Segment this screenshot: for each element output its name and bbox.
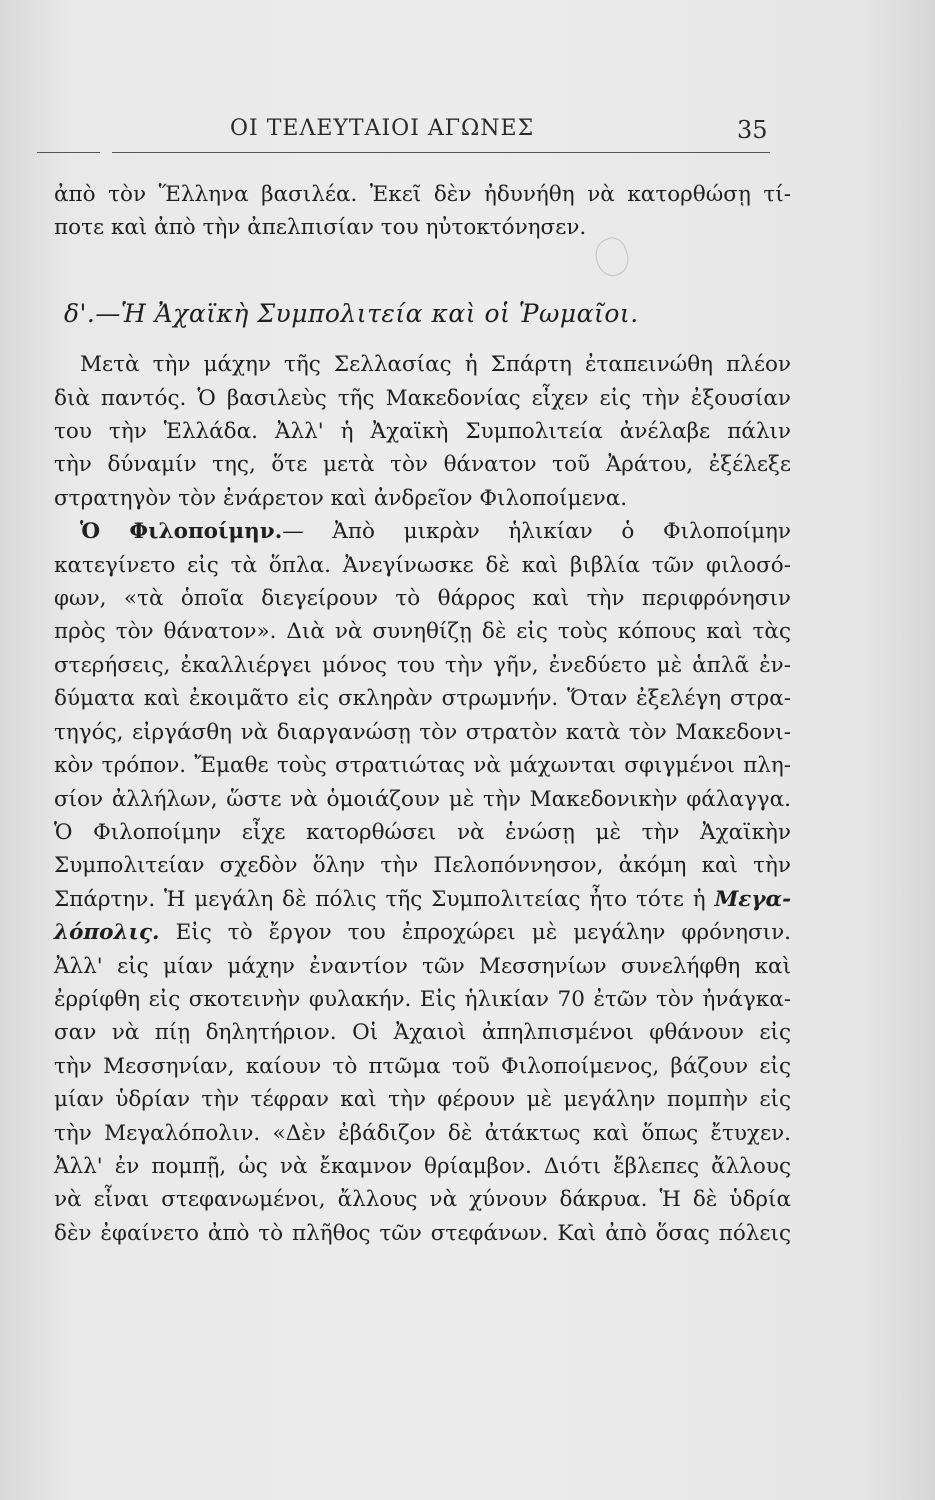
text-line: μίαν ὑδρίαν τὴν τέφραν καὶ τὴν φέρουν μὲ μεγάλην πομπὴν εἰς xyxy=(54,1087,791,1113)
body-text xyxy=(54,178,791,1250)
text-line xyxy=(54,883,791,916)
text-line: του τὴν Ἑλλάδα. Ἀλλ' ἡ Ἀχαϊκὴ Συμπολιτεία ἀνέλαβε πάλιν xyxy=(54,419,791,445)
text-line: ποτε καὶ ἀπὸ τὴν ἀπελπισίαν του ηὐτοκτόνησεν. xyxy=(54,215,587,241)
text-line: Ἀλλ' ἐν πομπῇ, ὡς νὰ ἔκαμνον θρίαμβον. Διότι ἔβλεπες ἄλλους xyxy=(54,1153,791,1179)
header-rule-left xyxy=(37,152,100,153)
text-line: Μετὰ τὴν μάχην τῆς Σελλασίας ἡ Σπάρτη ἐταπεινώθη πλέον xyxy=(80,352,791,378)
text-line: δὲν ἐφαίνετο ἀπὸ τὸ πλῆθος τῶν στεφάνων. Καὶ ἀπὸ ὅσας πόλεις xyxy=(54,1220,791,1246)
text-line: δύματα καὶ ἐκοιμᾶτο εἰς σκληρὰν στρωμνήν. Ὅταν ἐξελέγη στρα- xyxy=(54,686,791,712)
section-heading: δ'.—Ἡ Ἀχαϊκὴ Συμπολιτεία καὶ οἱ Ῥωμαῖοι. xyxy=(64,298,639,328)
spacer xyxy=(54,330,791,348)
text-line: σαν νὰ πίῃ δηλητήριον. Οἱ Ἀχαιοὶ ἀπηλπισμένοι φθάνουν εἰς xyxy=(54,1020,791,1046)
text-line: στερήσεις, ἐκαλλιέργει μόνος του τὴν γῆν, ἐνεδύετο μὲ ἁπλᾶ ἐν- xyxy=(54,652,791,678)
text-line: κατεγίνετο εἰς τὰ ὅπλα. Ἀνεγίνωσκε δὲ καὶ βιβλία τῶν φιλοσό- xyxy=(54,552,791,578)
text-line: φων, «τὰ ὁποῖα διεγείρουν τὸ θάρρος καὶ τὴν περιφρόνησιν xyxy=(54,586,791,612)
text-line: τὴν Μεγαλόπολιν. «Δὲν ἐβάδιζον δὲ ἀτάκτως καὶ ὅπως ἔτυχεν. xyxy=(54,1120,791,1146)
text-line: τὴν Μεσσηνίαν, καίουν τὸ πτῶμα τοῦ Φιλοποίμενος, βάζουν εἰς xyxy=(54,1053,791,1079)
text-line xyxy=(54,515,791,548)
text-line: κὸν τρόπον. Ἔμαθε τοὺς στρατιώτας νὰ μάχωνται σφιγμένοι πλη- xyxy=(54,753,791,779)
text-line: Συμπολιτείαν σχεδὸν ὅλην τὴν Πελοπόννησον, ἀκόμη καὶ τὴν xyxy=(54,853,791,879)
emphasis-megalopolis: Μεγα- xyxy=(714,886,791,912)
text-line: νὰ εἶναι στεφανωμένοι, ἄλλους νὰ χύνουν δάκρυα. Ἡ δὲ ὑδρία xyxy=(54,1187,791,1213)
text-line: Ἀλλ' εἰς μίαν μάχην ἐναντίον τῶν Μεσσηνίων συνελήφθη καὶ xyxy=(54,953,791,979)
text-line xyxy=(54,916,791,949)
text-line: τηγός, εἰργάσθη νὰ διαργανώσῃ τὸν στρατὸν κατὰ τὸν Μακεδονι- xyxy=(54,719,791,745)
text-line: σίον ἀλλήλων, ὥστε νὰ ὁμοιάζουν μὲ τὴν Μακεδονικὴν φάλαγγα. xyxy=(54,786,791,812)
text-line: διὰ παντός. Ὁ βασιλεὺς τῆς Μακεδονίας εἶχεν εἰς τὴν ἐξουσίαν xyxy=(54,385,791,411)
text-line: τὴν δύναμίν της, ὅτε μετὰ τὸν θάνατον τοῦ Ἀράτου, ἐξέλεξε xyxy=(54,452,791,478)
running-title: ΟΙ ΤΕΛΕΥΤΑΙΟΙ ΑΓΩΝΕΣ xyxy=(230,116,535,141)
text-run: — Ἀπὸ μικρὰν ἡλικίαν ὁ Φιλοποίμην xyxy=(282,519,791,545)
emphasis-megalopolis: λόπολις. xyxy=(54,920,160,946)
page-header xyxy=(0,112,935,152)
header-rule-right xyxy=(112,152,770,153)
text-run: Εἰς τὸ ἔργον του ἐπροχώρει μὲ μεγάλην φρόνησιν. xyxy=(175,920,791,946)
text-line: Ὁ Φιλοποίμην εἶχε κατορθώσει νὰ ἑνώσῃ μὲ τὴν Ἀχαϊκὴν xyxy=(54,819,791,845)
spacer xyxy=(54,245,791,297)
text-line: ἐρρίφθη εἰς σκοτεινὴν φυλακήν. Εἰς ἡλικίαν 70 ἐτῶν τὸν ἠνάγκα- xyxy=(54,986,791,1012)
text-line: στρατηγὸν τὸν ἐνάρετον καὶ ἀνδρεῖον Φιλοποίμενα. xyxy=(54,485,628,511)
text-line: πρὸς τὸν θάνατον». Διὰ νὰ συνηθίζῃ δὲ εἰς τοὺς κόπους καὶ τὰς xyxy=(54,619,791,645)
text-line: ἀπὸ τὸν Ἕλληνα βασιλέα. Ἐκεῖ δὲν ἠδυνήθη νὰ κατορθώσῃ τί- xyxy=(54,182,791,207)
page-number: 35 xyxy=(737,116,768,144)
text-run: Σπάρτην. Ἡ μεγάλη δὲ πόλις τῆς Συμπολιτείας ἦτο τότε ἡ xyxy=(54,886,706,912)
subheading-philopoemen: Ὁ Φιλοποίμην. xyxy=(80,519,283,545)
